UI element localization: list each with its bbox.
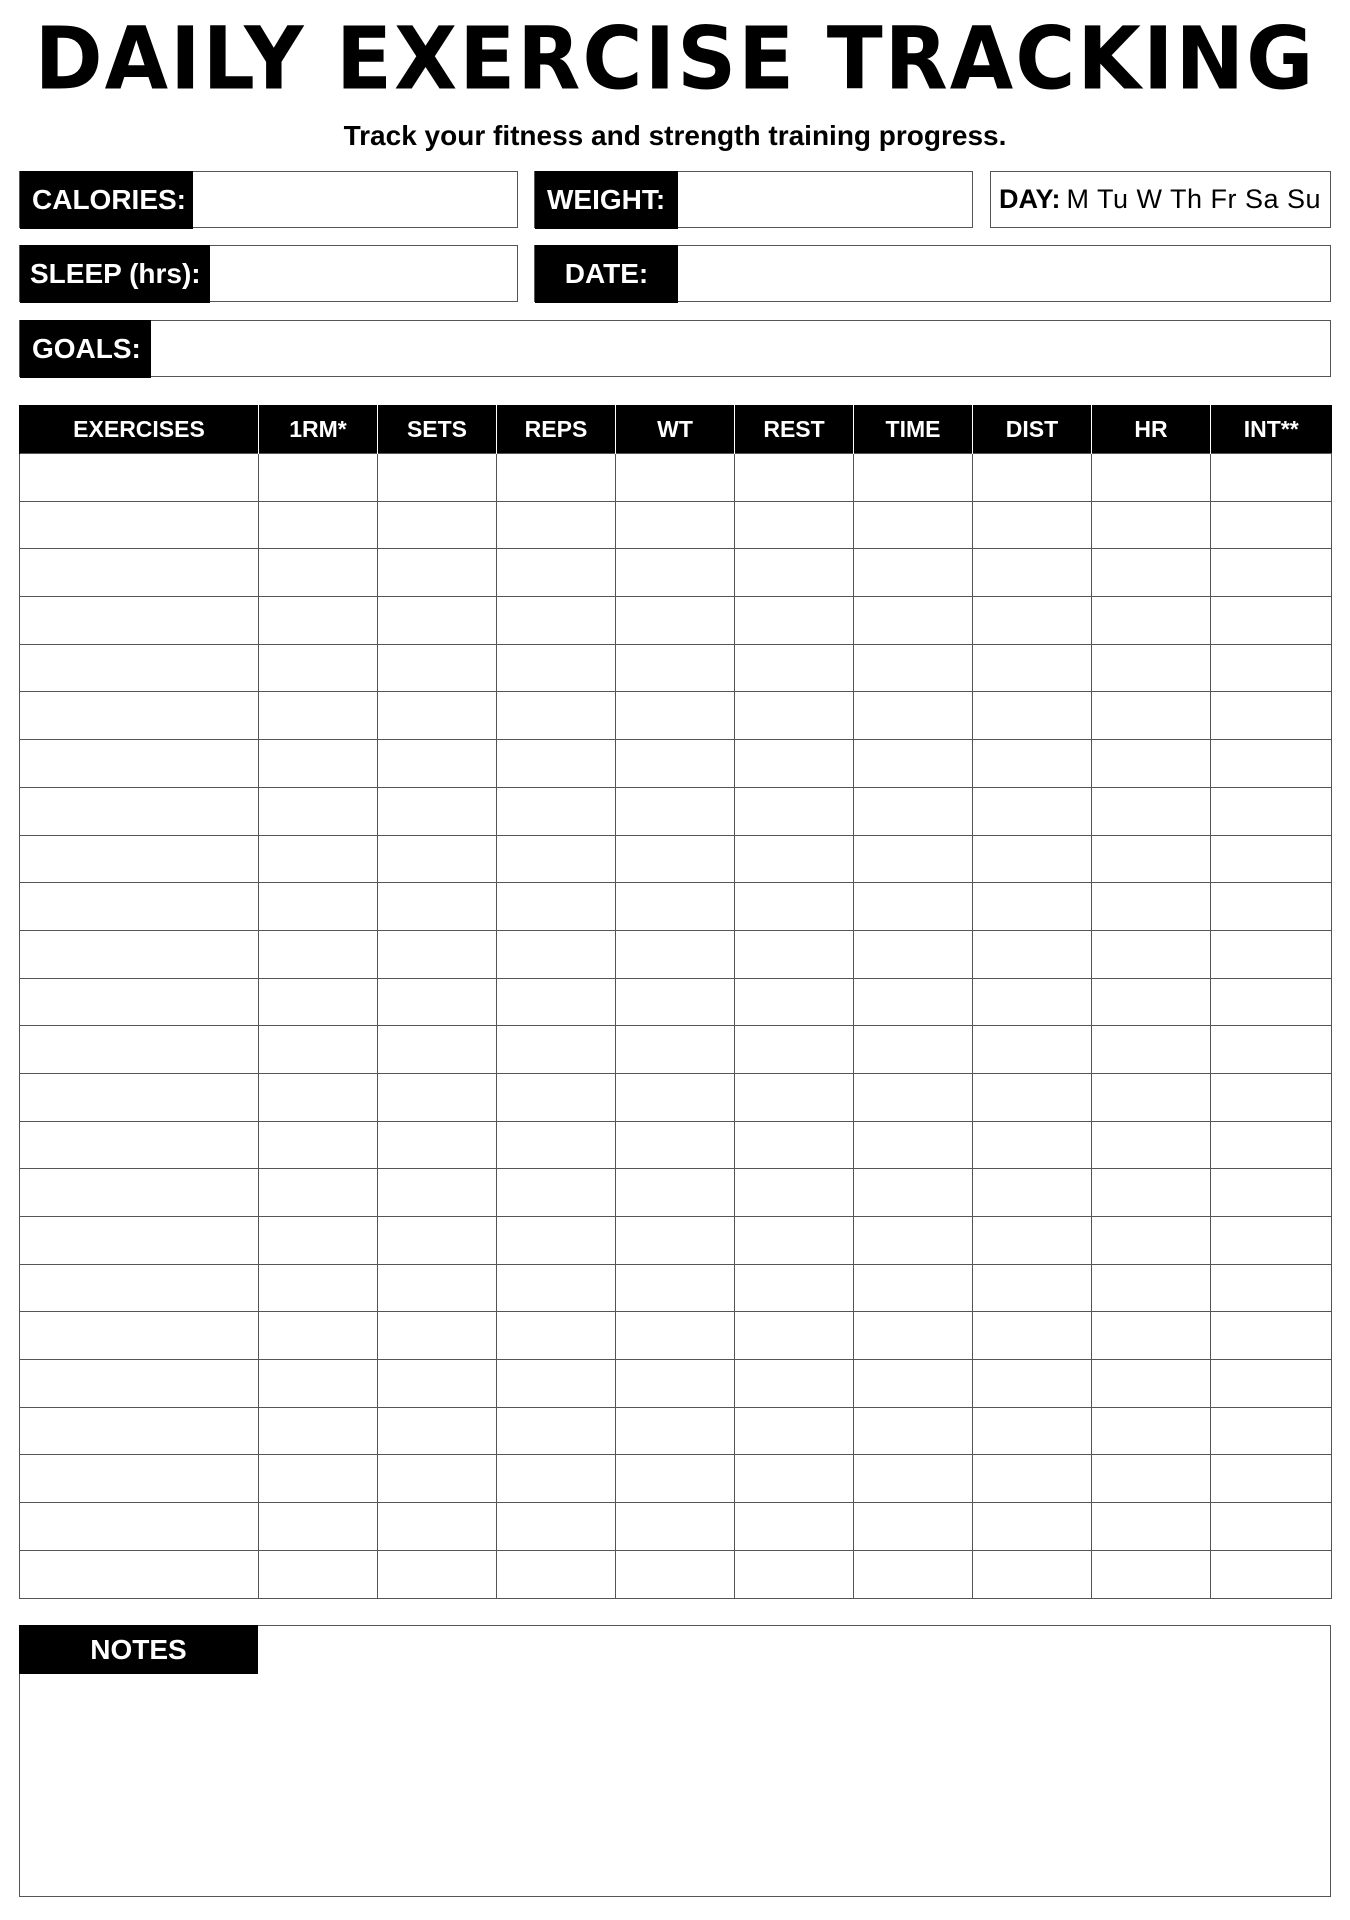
table-row — [20, 549, 1332, 597]
table-row — [20, 1550, 1332, 1598]
table-cell[interactable] — [616, 692, 735, 740]
table-row — [20, 501, 1332, 549]
table-cell[interactable] — [735, 692, 854, 740]
table-cell[interactable] — [1092, 787, 1211, 835]
table-cell[interactable] — [20, 1407, 259, 1455]
table-row — [20, 930, 1332, 978]
calories-field[interactable] — [19, 171, 518, 228]
table-cell[interactable] — [973, 1264, 1092, 1312]
date-label: DATE: — [535, 245, 678, 303]
column-header-time: TIME — [854, 405, 973, 454]
table-cell[interactable] — [1092, 1217, 1211, 1265]
table-cell[interactable] — [259, 1407, 378, 1455]
table-cell[interactable] — [378, 1264, 497, 1312]
table-cell[interactable] — [378, 1169, 497, 1217]
table-cell[interactable] — [1211, 740, 1332, 788]
table-cell[interactable] — [259, 1026, 378, 1074]
table-cell[interactable] — [854, 1503, 973, 1551]
table-cell[interactable] — [378, 549, 497, 597]
table-cell[interactable] — [378, 1217, 497, 1265]
table-cell[interactable] — [616, 835, 735, 883]
table-cell[interactable] — [735, 1121, 854, 1169]
table-cell[interactable] — [1211, 549, 1332, 597]
table-cell[interactable] — [378, 1312, 497, 1360]
table-cell[interactable] — [1092, 549, 1211, 597]
table-cell[interactable] — [854, 1312, 973, 1360]
table-cell[interactable] — [20, 1312, 259, 1360]
table-cell[interactable] — [497, 930, 616, 978]
table-cell[interactable] — [854, 501, 973, 549]
table-cell[interactable] — [20, 1217, 259, 1265]
table-cell[interactable] — [735, 930, 854, 978]
table-cell[interactable] — [20, 1073, 259, 1121]
table-cell[interactable] — [1211, 1455, 1332, 1503]
table-cell[interactable] — [735, 501, 854, 549]
table-cell[interactable] — [1211, 1312, 1332, 1360]
table-cell[interactable] — [854, 1455, 973, 1503]
table-row — [20, 1312, 1332, 1360]
table-row — [20, 1264, 1332, 1312]
table-cell[interactable] — [378, 835, 497, 883]
table-cell[interactable] — [1211, 1407, 1332, 1455]
column-header-reps: REPS — [497, 405, 616, 454]
table-cell[interactable] — [497, 549, 616, 597]
table-cell[interactable] — [378, 1407, 497, 1455]
goals-label: GOALS: — [20, 320, 151, 378]
table-cell[interactable] — [497, 692, 616, 740]
table-cell[interactable] — [1092, 1550, 1211, 1598]
table-cell[interactable] — [20, 835, 259, 883]
table-cell[interactable] — [973, 692, 1092, 740]
table-row — [20, 1073, 1332, 1121]
table-cell[interactable] — [20, 1455, 259, 1503]
table-cell[interactable] — [378, 978, 497, 1026]
table-cell[interactable] — [378, 1550, 497, 1598]
table-cell[interactable] — [497, 787, 616, 835]
table-cell[interactable] — [735, 644, 854, 692]
table-cell[interactable] — [735, 1169, 854, 1217]
table-cell[interactable] — [735, 549, 854, 597]
table-cell[interactable] — [20, 978, 259, 1026]
table-cell[interactable] — [616, 597, 735, 645]
table-cell[interactable] — [1211, 1026, 1332, 1074]
table-header-row — [20, 405, 1332, 454]
table-cell[interactable] — [616, 1073, 735, 1121]
table-cell[interactable] — [973, 883, 1092, 931]
table-cell[interactable] — [1092, 692, 1211, 740]
table-cell[interactable] — [854, 1550, 973, 1598]
table-cell[interactable] — [1092, 644, 1211, 692]
table-cell[interactable] — [1092, 740, 1211, 788]
day-selector[interactable] — [990, 171, 1331, 228]
table-cell[interactable] — [1211, 1503, 1332, 1551]
table-cell[interactable] — [378, 1360, 497, 1408]
table-cell[interactable] — [854, 930, 973, 978]
table-cell[interactable] — [973, 597, 1092, 645]
table-cell[interactable] — [259, 835, 378, 883]
table-cell[interactable] — [616, 930, 735, 978]
table-cell[interactable] — [616, 978, 735, 1026]
column-header-exercises: EXERCISES — [20, 405, 259, 454]
table-cell[interactable] — [20, 930, 259, 978]
table-cell[interactable] — [854, 978, 973, 1026]
table-cell[interactable] — [735, 1217, 854, 1265]
table-row — [20, 1169, 1332, 1217]
table-cell[interactable] — [378, 1455, 497, 1503]
table-cell[interactable] — [20, 883, 259, 931]
table-cell[interactable] — [854, 1407, 973, 1455]
table-cell[interactable] — [735, 1312, 854, 1360]
table-row — [20, 692, 1332, 740]
table-cell[interactable] — [497, 1169, 616, 1217]
table-cell[interactable] — [497, 1550, 616, 1598]
table-cell[interactable] — [735, 1407, 854, 1455]
table-row — [20, 454, 1332, 502]
table-cell[interactable] — [616, 644, 735, 692]
table-cell[interactable] — [735, 835, 854, 883]
table-cell[interactable] — [20, 1503, 259, 1551]
table-cell[interactable] — [20, 692, 259, 740]
table-cell[interactable] — [1092, 597, 1211, 645]
table-cell[interactable] — [735, 1073, 854, 1121]
table-cell[interactable] — [20, 1169, 259, 1217]
table-cell[interactable] — [735, 978, 854, 1026]
table-cell[interactable] — [735, 740, 854, 788]
table-cell[interactable] — [854, 740, 973, 788]
table-cell[interactable] — [378, 1073, 497, 1121]
table-cell[interactable] — [854, 1360, 973, 1408]
table-cell[interactable] — [1092, 883, 1211, 931]
table-cell[interactable] — [973, 1503, 1092, 1551]
table-cell[interactable] — [973, 1026, 1092, 1074]
table-row — [20, 1217, 1332, 1265]
table-cell[interactable] — [1211, 1550, 1332, 1598]
table-cell[interactable] — [1092, 1503, 1211, 1551]
table-cell[interactable] — [497, 1121, 616, 1169]
table-cell[interactable] — [1211, 1121, 1332, 1169]
table-cell[interactable] — [616, 1121, 735, 1169]
table-cell[interactable] — [20, 597, 259, 645]
table-cell[interactable] — [378, 883, 497, 931]
table-cell[interactable] — [497, 1455, 616, 1503]
table-cell[interactable] — [259, 1169, 378, 1217]
table-cell[interactable] — [1211, 1073, 1332, 1121]
table-row — [20, 787, 1332, 835]
table-cell[interactable] — [735, 883, 854, 931]
table-cell[interactable] — [1092, 930, 1211, 978]
table-cell[interactable] — [854, 597, 973, 645]
table-cell[interactable] — [1211, 1169, 1332, 1217]
table-cell[interactable] — [973, 835, 1092, 883]
table-cell[interactable] — [20, 1121, 259, 1169]
column-header-1rm: 1RM* — [259, 405, 378, 454]
table-cell[interactable] — [1211, 501, 1332, 549]
table-cell[interactable] — [1092, 1026, 1211, 1074]
table-cell[interactable] — [973, 740, 1092, 788]
notes-label: NOTES — [19, 1625, 258, 1674]
table-cell[interactable] — [616, 787, 735, 835]
day-options[interactable]: M Tu W Th Fr Sa Su — [1066, 184, 1322, 214]
table-cell[interactable] — [378, 930, 497, 978]
table-row — [20, 1455, 1332, 1503]
table-cell[interactable] — [616, 501, 735, 549]
table-cell[interactable] — [378, 644, 497, 692]
table-cell[interactable] — [259, 597, 378, 645]
table-cell[interactable] — [854, 883, 973, 931]
table-cell[interactable] — [497, 1360, 616, 1408]
table-cell[interactable] — [616, 1217, 735, 1265]
table-cell[interactable] — [854, 549, 973, 597]
table-cell[interactable] — [497, 454, 616, 502]
table-cell[interactable] — [973, 644, 1092, 692]
table-cell[interactable] — [1092, 978, 1211, 1026]
table-cell[interactable] — [1092, 1360, 1211, 1408]
table-cell[interactable] — [854, 1217, 973, 1265]
calories-label: CALORIES: — [20, 171, 193, 229]
table-cell[interactable] — [973, 1217, 1092, 1265]
table-cell[interactable] — [20, 644, 259, 692]
table-cell[interactable] — [854, 787, 973, 835]
table-cell[interactable] — [854, 692, 973, 740]
table-row — [20, 740, 1332, 788]
table-cell[interactable] — [497, 1073, 616, 1121]
goals-field[interactable] — [19, 320, 1331, 377]
table-cell[interactable] — [378, 692, 497, 740]
table-cell[interactable] — [1211, 454, 1332, 502]
column-header-wt: WT — [616, 405, 735, 454]
table-cell[interactable] — [1211, 978, 1332, 1026]
table-cell[interactable] — [854, 454, 973, 502]
table-cell[interactable] — [735, 1550, 854, 1598]
table-body — [20, 454, 1332, 1599]
weight-label: WEIGHT: — [535, 171, 678, 229]
table-cell[interactable] — [1211, 1360, 1332, 1408]
table-cell[interactable] — [497, 883, 616, 931]
table-cell[interactable] — [616, 454, 735, 502]
weight-field[interactable] — [534, 171, 973, 228]
table-cell[interactable] — [378, 1026, 497, 1074]
table-cell[interactable] — [378, 1503, 497, 1551]
table-cell[interactable] — [20, 1264, 259, 1312]
table-cell[interactable] — [1211, 692, 1332, 740]
table-cell[interactable] — [378, 1121, 497, 1169]
table-cell[interactable] — [259, 1550, 378, 1598]
table-cell[interactable] — [20, 454, 259, 502]
table-cell[interactable] — [1211, 644, 1332, 692]
table-cell[interactable] — [973, 549, 1092, 597]
table-cell[interactable] — [259, 1503, 378, 1551]
table-cell[interactable] — [735, 1360, 854, 1408]
table-cell[interactable] — [854, 1121, 973, 1169]
table-cell[interactable] — [259, 1073, 378, 1121]
table-row — [20, 978, 1332, 1026]
table-cell[interactable] — [1092, 1312, 1211, 1360]
table-cell[interactable] — [616, 740, 735, 788]
table-cell[interactable] — [1092, 1073, 1211, 1121]
table-row — [20, 1360, 1332, 1408]
table-cell[interactable] — [973, 1312, 1092, 1360]
table-cell[interactable] — [259, 1121, 378, 1169]
table-cell[interactable] — [497, 978, 616, 1026]
sleep-label: SLEEP (hrs): — [20, 245, 210, 303]
table-cell[interactable] — [973, 1121, 1092, 1169]
table-cell[interactable] — [20, 740, 259, 788]
table-cell[interactable] — [735, 1455, 854, 1503]
table-cell[interactable] — [20, 1026, 259, 1074]
column-header-dist: DIST — [973, 405, 1092, 454]
table-cell[interactable] — [20, 1360, 259, 1408]
table-cell[interactable] — [854, 1073, 973, 1121]
table-cell[interactable] — [497, 644, 616, 692]
table-cell[interactable] — [497, 1217, 616, 1265]
table-cell[interactable] — [378, 454, 497, 502]
table-row — [20, 1407, 1332, 1455]
table-cell[interactable] — [973, 930, 1092, 978]
table-cell[interactable] — [378, 740, 497, 788]
column-header-hr: HR — [1092, 405, 1211, 454]
table-cell[interactable] — [616, 1312, 735, 1360]
table-cell[interactable] — [1211, 883, 1332, 931]
table-cell[interactable] — [616, 883, 735, 931]
table-cell[interactable] — [1211, 930, 1332, 978]
page-title: DAILY EXERCISE TRACKING — [34, 9, 1316, 110]
table-cell[interactable] — [259, 501, 378, 549]
table-cell[interactable] — [1211, 1217, 1332, 1265]
table-cell[interactable] — [259, 787, 378, 835]
page-subtitle: Track your fitness and strength training progress. — [343, 120, 1007, 151]
table-cell[interactable] — [735, 1503, 854, 1551]
table-cell[interactable] — [973, 1073, 1092, 1121]
table-cell[interactable] — [259, 692, 378, 740]
table-cell[interactable] — [1211, 835, 1332, 883]
table-cell[interactable] — [1092, 454, 1211, 502]
table-row — [20, 1026, 1332, 1074]
table-cell[interactable] — [616, 1503, 735, 1551]
table-cell[interactable] — [259, 978, 378, 1026]
table-cell[interactable] — [497, 501, 616, 549]
table-row — [20, 597, 1332, 645]
table-cell[interactable] — [1092, 1407, 1211, 1455]
table-cell[interactable] — [259, 1360, 378, 1408]
table-row — [20, 644, 1332, 692]
table-cell[interactable] — [1211, 597, 1332, 645]
table-cell[interactable] — [973, 1407, 1092, 1455]
table-cell[interactable] — [497, 1026, 616, 1074]
table-row — [20, 1121, 1332, 1169]
table-cell[interactable] — [735, 597, 854, 645]
table-cell[interactable] — [497, 1264, 616, 1312]
table-cell[interactable] — [973, 978, 1092, 1026]
table-cell[interactable] — [973, 1360, 1092, 1408]
table-cell[interactable] — [973, 454, 1092, 502]
table-cell[interactable] — [259, 1217, 378, 1265]
table-cell[interactable] — [854, 1264, 973, 1312]
table-cell[interactable] — [1092, 835, 1211, 883]
table-cell[interactable] — [497, 740, 616, 788]
table-cell[interactable] — [973, 1550, 1092, 1598]
table-cell[interactable] — [497, 1312, 616, 1360]
table-cell[interactable] — [497, 1407, 616, 1455]
table-cell[interactable] — [20, 787, 259, 835]
table-cell[interactable] — [259, 1264, 378, 1312]
table-cell[interactable] — [20, 501, 259, 549]
table-cell[interactable] — [854, 1169, 973, 1217]
table-cell[interactable] — [854, 1026, 973, 1074]
table-cell[interactable] — [616, 1169, 735, 1217]
table-row — [20, 1503, 1332, 1551]
table-cell[interactable] — [1211, 787, 1332, 835]
table-cell[interactable] — [497, 597, 616, 645]
table-cell[interactable] — [973, 1455, 1092, 1503]
table-cell[interactable] — [259, 1312, 378, 1360]
table-cell[interactable] — [973, 1169, 1092, 1217]
column-header-sets: SETS — [378, 405, 497, 454]
table-cell[interactable] — [497, 835, 616, 883]
table-cell[interactable] — [616, 1407, 735, 1455]
table-cell[interactable] — [616, 1026, 735, 1074]
table-cell[interactable] — [259, 454, 378, 502]
table-cell[interactable] — [973, 501, 1092, 549]
table-cell[interactable] — [20, 549, 259, 597]
table-cell[interactable] — [616, 1264, 735, 1312]
date-field[interactable] — [534, 245, 1331, 302]
column-header-rest: REST — [735, 405, 854, 454]
table-cell[interactable] — [1092, 501, 1211, 549]
table-cell[interactable] — [378, 501, 497, 549]
table-cell[interactable] — [497, 1503, 616, 1551]
table-cell[interactable] — [616, 1550, 735, 1598]
table-cell[interactable] — [1092, 1169, 1211, 1217]
table-cell[interactable] — [1092, 1121, 1211, 1169]
column-header-int: INT** — [1211, 405, 1332, 454]
table-cell[interactable] — [259, 883, 378, 931]
table-cell[interactable] — [616, 1455, 735, 1503]
table-cell[interactable] — [259, 930, 378, 978]
table-cell[interactable] — [735, 1264, 854, 1312]
table-cell[interactable] — [735, 787, 854, 835]
table-row — [20, 835, 1332, 883]
table-cell[interactable] — [20, 1550, 259, 1598]
table-cell[interactable] — [259, 549, 378, 597]
table-cell[interactable] — [854, 644, 973, 692]
table-cell[interactable] — [259, 1455, 378, 1503]
table-cell[interactable] — [735, 454, 854, 502]
table-cell[interactable] — [1211, 1264, 1332, 1312]
table-cell[interactable] — [378, 597, 497, 645]
sleep-field[interactable] — [19, 245, 518, 302]
table-cell[interactable] — [973, 787, 1092, 835]
table-cell[interactable] — [854, 835, 973, 883]
table-cell[interactable] — [378, 787, 497, 835]
table-cell[interactable] — [259, 740, 378, 788]
exercise-table — [19, 405, 1332, 1599]
table-row — [20, 883, 1332, 931]
table-cell[interactable] — [616, 549, 735, 597]
day-label: DAY: — [999, 184, 1061, 214]
table-cell[interactable] — [1092, 1264, 1211, 1312]
table-cell[interactable] — [1092, 1455, 1211, 1503]
table-cell[interactable] — [616, 1360, 735, 1408]
table-cell[interactable] — [259, 644, 378, 692]
table-cell[interactable] — [735, 1026, 854, 1074]
